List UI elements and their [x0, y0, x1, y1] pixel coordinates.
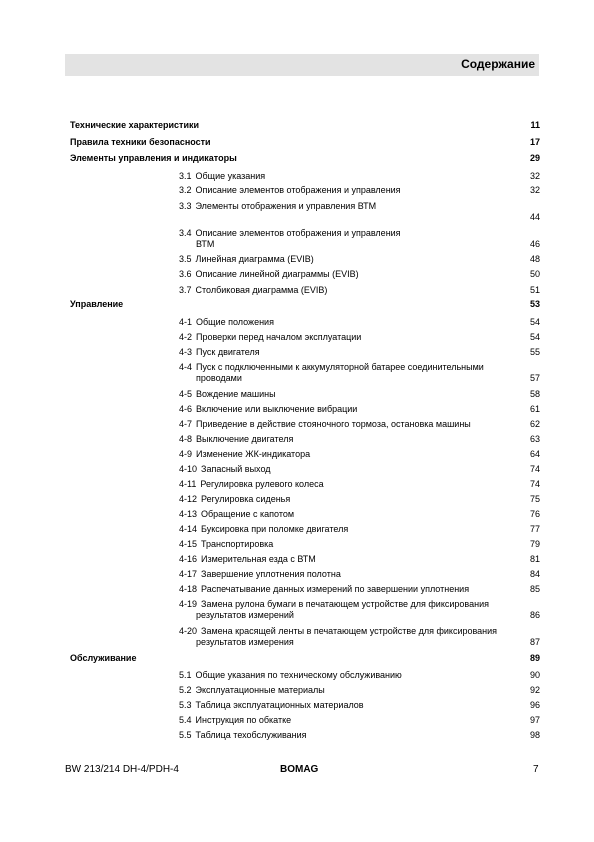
chapter-title: Обслуживание: [70, 653, 137, 663]
section-title: Транспортировка: [201, 539, 274, 549]
chapter-page: 89: [529, 653, 540, 663]
toc-section[interactable]: [179, 254, 540, 265]
section-title: Выключение двигателя: [196, 434, 294, 444]
section-number: 4-1: [179, 317, 193, 327]
section-title-cont: ВТМ: [196, 239, 215, 249]
section-number: 5.1: [179, 670, 192, 680]
section-title: Описание элементов отображения и управления: [195, 185, 401, 195]
section-page: 79: [529, 539, 540, 549]
section-number: 4-18: [179, 584, 198, 594]
section-page: 96: [529, 700, 540, 710]
toc-section[interactable]: [179, 685, 540, 696]
section-number: 4-7: [179, 419, 193, 429]
section-number: 5.4: [179, 715, 192, 725]
toc-section[interactable]: [179, 584, 540, 595]
section-page: 48: [529, 254, 540, 264]
section-title-cont: проводами: [196, 373, 242, 383]
section-number: 5.5: [179, 730, 192, 740]
section-title: Завершение уплотнения полотна: [201, 569, 341, 579]
toc-chapter[interactable]: [70, 137, 540, 148]
section-title: Пуск с подключенными к аккумуляторной батарее соединительными: [196, 362, 484, 372]
toc-section[interactable]: [179, 389, 540, 400]
toc-section[interactable]: [179, 185, 540, 196]
toc-section[interactable]: [179, 362, 540, 384]
section-number: 3.1: [179, 171, 192, 181]
section-title: Буксировка при поломке двигателя: [201, 524, 349, 534]
section-page: 87: [529, 637, 540, 647]
chapter-title: Элементы управления и индикаторы: [70, 153, 237, 163]
toc-section[interactable]: [179, 569, 540, 580]
section-page: 54: [529, 317, 540, 327]
section-page: 63: [529, 434, 540, 444]
section-number: 4-13: [179, 509, 198, 519]
section-title: Регулировка сиденья: [201, 494, 291, 504]
section-title: Инструкция по обкатке: [195, 715, 292, 725]
section-title: Таблица техобслуживания: [195, 730, 307, 740]
section-page: 84: [529, 569, 540, 579]
section-page: 74: [529, 479, 540, 489]
section-number: 4-2: [179, 332, 193, 342]
section-page: 50: [529, 269, 540, 279]
section-number: 4-5: [179, 389, 193, 399]
section-page: 75: [529, 494, 540, 504]
chapter-page: 11: [530, 120, 540, 130]
section-page: 44: [529, 212, 540, 222]
section-number: 4-16: [179, 554, 198, 564]
section-number: 4-6: [179, 404, 193, 414]
section-title: Линейная диаграмма (EVIB): [195, 254, 314, 264]
section-number: 4-9: [179, 449, 193, 459]
toc-section[interactable]: [179, 626, 540, 648]
section-title-cont: результатов измерений: [196, 610, 294, 620]
section-number: 4-4: [179, 362, 193, 372]
toc-section[interactable]: [179, 554, 540, 565]
section-title: Описание элементов отображения и управления: [195, 228, 401, 238]
section-page: 58: [529, 389, 540, 399]
section-page: 90: [529, 670, 540, 680]
section-title: Общие указания по техническому обслуживанию: [195, 670, 402, 680]
section-page: 62: [529, 419, 540, 429]
toc-section[interactable]: [179, 479, 540, 490]
section-title: Эксплуатационные материалы: [195, 685, 325, 695]
section-number: 3.5: [179, 254, 192, 264]
toc-chapter[interactable]: [70, 153, 540, 164]
section-page: 32: [529, 185, 540, 195]
section-page: 55: [529, 347, 540, 357]
section-number: 4-19: [179, 599, 198, 609]
chapter-title: Управление: [70, 299, 124, 309]
toc-section[interactable]: [179, 464, 540, 475]
toc-chapter[interactable]: [70, 653, 540, 664]
toc-section[interactable]: [179, 730, 540, 741]
section-page: 77: [529, 524, 540, 534]
section-page: 97: [529, 715, 540, 725]
section-number: 5.3: [179, 700, 192, 710]
chapter-page: 17: [529, 137, 540, 147]
section-title: Пуск двигателя: [196, 347, 260, 357]
section-title: Включение или выключение вибрации: [196, 404, 358, 414]
section-title: Вождение машины: [196, 389, 276, 399]
footer-brand: BOMAG: [280, 764, 319, 775]
toc-section[interactable]: [179, 434, 540, 445]
toc-section[interactable]: [179, 700, 540, 711]
section-title: Описание линейной диаграммы (EVIB): [195, 269, 359, 279]
section-title: Замена рулона бумаги в печатающем устройстве для фиксирования: [201, 599, 489, 609]
toc-section[interactable]: [179, 269, 540, 280]
chapter-page: 29: [529, 153, 540, 163]
section-page: 46: [529, 239, 540, 249]
page-title: Содержание: [461, 57, 535, 71]
section-page: 61: [529, 404, 540, 414]
toc-section[interactable]: [179, 347, 540, 358]
section-number: 4-20: [179, 626, 198, 636]
section-number: 3.6: [179, 269, 192, 279]
toc-section[interactable]: [179, 670, 540, 681]
section-number: 4-12: [179, 494, 198, 504]
section-page: 81: [529, 554, 540, 564]
section-number: 3.7: [179, 285, 192, 295]
section-page: 86: [529, 610, 540, 620]
section-page: 74: [529, 464, 540, 474]
section-title: Изменение ЖК-индикатора: [196, 449, 311, 459]
section-page: 76: [529, 509, 540, 519]
footer-model: BW 213/214 DH-4/PDH-4: [65, 764, 179, 775]
footer-page-number: 7: [533, 764, 539, 775]
toc-section[interactable]: [179, 285, 540, 296]
chapter-page: 53: [529, 299, 540, 309]
section-title: Столбиковая диаграмма (EVIB): [195, 285, 328, 295]
toc-section[interactable]: [179, 171, 540, 182]
section-title: Элементы отображения и управления ВТМ: [195, 201, 377, 211]
section-number: 5.2: [179, 685, 192, 695]
section-number: 4-3: [179, 347, 193, 357]
section-title: Таблица эксплуатационных материалов: [195, 700, 364, 710]
section-page: 57: [529, 373, 540, 383]
toc-section[interactable]: [179, 332, 540, 343]
section-page: 92: [529, 685, 540, 695]
section-title: Приведение в действие стояночного тормоза, остановка машины: [196, 419, 471, 429]
chapter-title: Правила техники безопасности: [70, 137, 211, 147]
section-number: 4-15: [179, 539, 198, 549]
section-title: Замена красящей ленты в печатающем устройстве для фиксирования: [201, 626, 498, 636]
toc-section[interactable]: [179, 539, 540, 550]
toc-section[interactable]: [179, 715, 540, 726]
section-page: 32: [529, 171, 540, 181]
section-title: Проверки перед началом эксплуатации: [196, 332, 362, 342]
section-number: 4-11: [179, 479, 197, 489]
toc-section[interactable]: [179, 404, 540, 415]
section-title: Распечатывание данных измерений по завершении уплотнения: [201, 584, 470, 594]
section-number: 4-10: [179, 464, 198, 474]
toc-section[interactable]: [179, 317, 540, 328]
section-title: Обращение с капотом: [201, 509, 295, 519]
toc-section[interactable]: [179, 201, 540, 222]
toc-section[interactable]: [179, 449, 540, 460]
section-title-cont: результатов измерения: [196, 637, 294, 647]
toc-section[interactable]: [179, 419, 540, 430]
section-title: Общие положения: [196, 317, 274, 327]
chapter-title: Технические характеристики: [70, 120, 200, 130]
section-number: 4-8: [179, 434, 193, 444]
section-title: Запасный выход: [201, 464, 271, 474]
toc-section[interactable]: [179, 509, 540, 520]
toc-section[interactable]: [179, 494, 540, 505]
section-number: 4-17: [179, 569, 198, 579]
section-number: 3.2: [179, 185, 192, 195]
toc-section[interactable]: [179, 524, 540, 535]
section-page: 98: [529, 730, 540, 740]
section-page: 51: [529, 285, 540, 295]
section-title: Регулировка рулевого колеса: [200, 479, 324, 489]
section-title: Измерительная езда с ВТМ: [201, 554, 316, 564]
section-page: 85: [529, 584, 540, 594]
section-number: 4-14: [179, 524, 198, 534]
toc-section[interactable]: [179, 228, 540, 250]
section-title: Общие указания: [195, 171, 266, 181]
section-number: 3.3: [179, 201, 192, 211]
section-page: 54: [529, 332, 540, 342]
toc-chapter[interactable]: [70, 299, 540, 310]
toc-chapter[interactable]: [70, 120, 540, 131]
section-number: 3.4: [179, 228, 192, 238]
toc-section[interactable]: [179, 599, 540, 621]
section-page: 64: [529, 449, 540, 459]
